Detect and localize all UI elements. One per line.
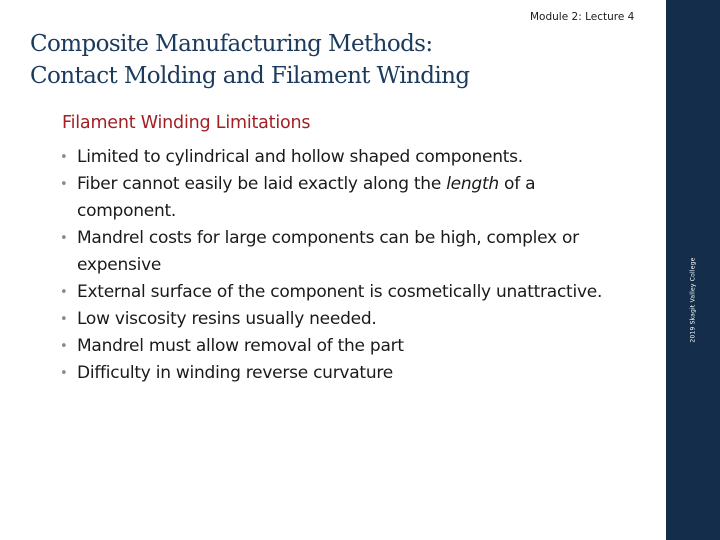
bullet-text: Mandrel must allow removal of the part xyxy=(77,336,404,356)
slide-title-line-2: Contact Molding and Filament Winding xyxy=(30,63,470,89)
bullet-item xyxy=(60,306,620,333)
bullet-list xyxy=(60,144,620,387)
bullet-item xyxy=(60,144,620,171)
bullet-emphasis: length xyxy=(446,174,499,194)
bullet-item xyxy=(60,171,620,225)
bullet-text: Difficulty in winding reverse curvature xyxy=(77,363,393,383)
bullet-item xyxy=(60,333,620,360)
bullet-text: Low viscosity resins usually needed. xyxy=(77,309,377,329)
bullet-text: Limited to cylindrical and hollow shaped components. xyxy=(77,147,523,167)
bullet-item xyxy=(60,279,620,306)
bullet-item xyxy=(60,360,620,387)
college-credit: 2019 Skagit Valley College xyxy=(689,257,697,343)
bullet-text-post: of a component. xyxy=(77,174,536,221)
bullet-dot-icon: • xyxy=(60,339,68,354)
bullet-dot-icon: • xyxy=(60,366,68,381)
bullet-dot-icon: • xyxy=(60,285,68,300)
section-subtitle: Filament Winding Limitations xyxy=(62,113,311,133)
slide-title-line-1: Composite Manufacturing Methods: xyxy=(30,31,433,57)
bullet-text-pre: Fiber cannot easily be laid exactly along the xyxy=(77,174,447,194)
bullet-dot-icon: • xyxy=(60,150,68,165)
bullet-dot-icon: • xyxy=(60,177,68,192)
bullet-item xyxy=(60,225,620,279)
bullet-dot-icon: • xyxy=(60,231,68,246)
bullet-text: External surface of the component is cosmetically unattractive. xyxy=(77,282,603,302)
slide-title xyxy=(30,28,650,92)
bullet-dot-icon: • xyxy=(60,312,68,327)
bullet-text: Mandrel costs for large components can be high, complex or expensive xyxy=(77,228,579,275)
module-label: Module 2: Lecture 4 xyxy=(530,11,635,23)
